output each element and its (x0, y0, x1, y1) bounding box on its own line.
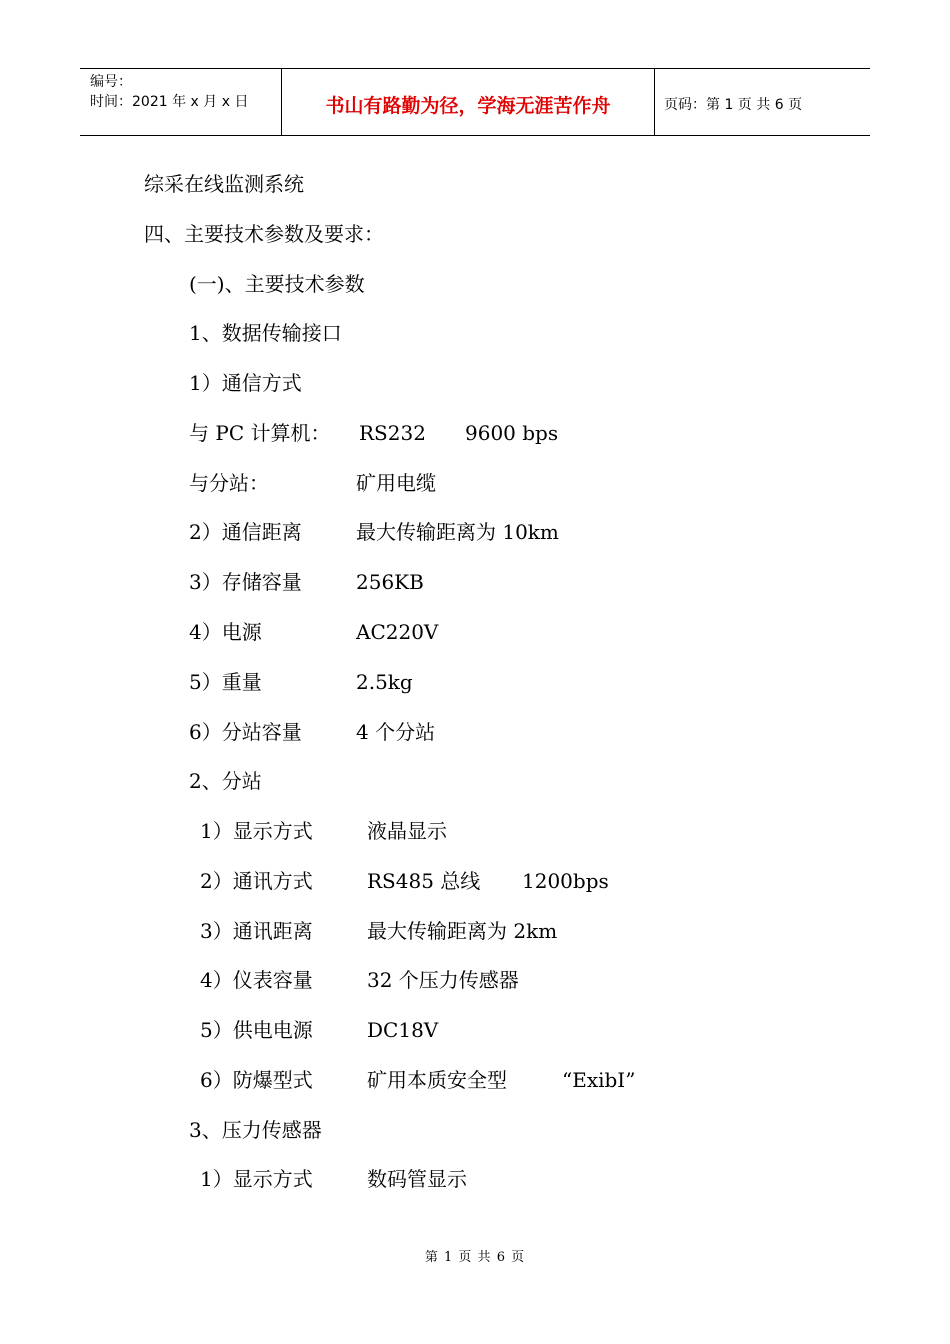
param-label: 3）存储容量 (189, 570, 302, 594)
param-value: 2.5kg (356, 670, 413, 694)
param-value: 9600 bps (465, 421, 559, 445)
param-row (200, 1017, 650, 1043)
param-value: 256KB (356, 570, 424, 594)
param-label: 2）通信距离 (189, 520, 302, 544)
param-row (200, 818, 650, 844)
item-heading: 2、分站 (189, 769, 262, 793)
subsection-heading: (一)、主要技术参数 (189, 272, 365, 296)
param-value: 4 个分站 (356, 720, 436, 744)
param-label: 6）防爆型式 (200, 1068, 313, 1092)
param-value: 矿用本质安全型 (367, 1068, 507, 1092)
param-row (189, 719, 589, 745)
header-page-info: 页码：第 1 页 共 6 页 (664, 97, 803, 113)
section-heading: 四、主要技术参数及要求： (144, 222, 384, 246)
param-value: RS485 总线 (367, 869, 481, 893)
param-value: 矿用电缆 (356, 471, 436, 495)
header-page-cell (655, 69, 870, 135)
param-value: RS232 (359, 421, 426, 445)
code-label: 编号： (90, 74, 132, 90)
param-value: 1200bps (522, 869, 609, 893)
param-value: “ExibI” (562, 1068, 636, 1092)
param-label: 2）通讯方式 (200, 869, 313, 893)
param-row (200, 1166, 650, 1192)
param-label: 3）通讯距离 (200, 919, 313, 943)
document-title: 综采在线监测系统 (144, 172, 304, 196)
param-value: DC18V (367, 1018, 439, 1042)
param-value: 数码管显示 (367, 1167, 467, 1191)
header-meta (80, 69, 282, 135)
param-row (189, 470, 589, 496)
param-row (200, 1067, 660, 1093)
param-row (200, 868, 650, 894)
item-heading: 3、压力传感器 (189, 1118, 322, 1142)
header-motto-cell (282, 69, 655, 135)
param-label: 1）显示方式 (200, 819, 313, 843)
param-row (200, 918, 650, 944)
param-label: 与分站： (189, 471, 269, 495)
param-row (189, 569, 589, 595)
date-label: 时间：2021 年 x 月 x 日 (90, 94, 249, 110)
item-heading: 1、数据传输接口 (189, 321, 342, 345)
param-label: 5）重量 (189, 670, 262, 694)
param-value: 最大传输距离为 10km (356, 520, 559, 544)
param-row (200, 967, 650, 993)
param-label: 1）显示方式 (200, 1167, 313, 1191)
param-row (189, 669, 589, 695)
param-value: 32 个压力传感器 (367, 968, 519, 992)
header-motto: 书山有路勤为径，学海无涯苦作舟 (325, 95, 611, 117)
param-label: 与 PC 计算机： (189, 421, 331, 445)
page-header (80, 68, 870, 136)
param-label: 5）供电电源 (200, 1018, 313, 1042)
param-row (189, 519, 589, 545)
param-label: 1）通信方式 (189, 371, 302, 395)
param-value: AC220V (356, 620, 439, 644)
param-label: 4）仪表容量 (200, 968, 313, 992)
param-value: 液晶显示 (367, 819, 447, 843)
param-label: 4）电源 (189, 620, 262, 644)
param-value: 最大传输距离为 2km (367, 919, 558, 943)
param-row (189, 619, 589, 645)
page-footer: 第 1 页 共 6 页 (424, 1250, 526, 1265)
param-row (189, 420, 589, 446)
param-label: 6）分站容量 (189, 720, 302, 744)
